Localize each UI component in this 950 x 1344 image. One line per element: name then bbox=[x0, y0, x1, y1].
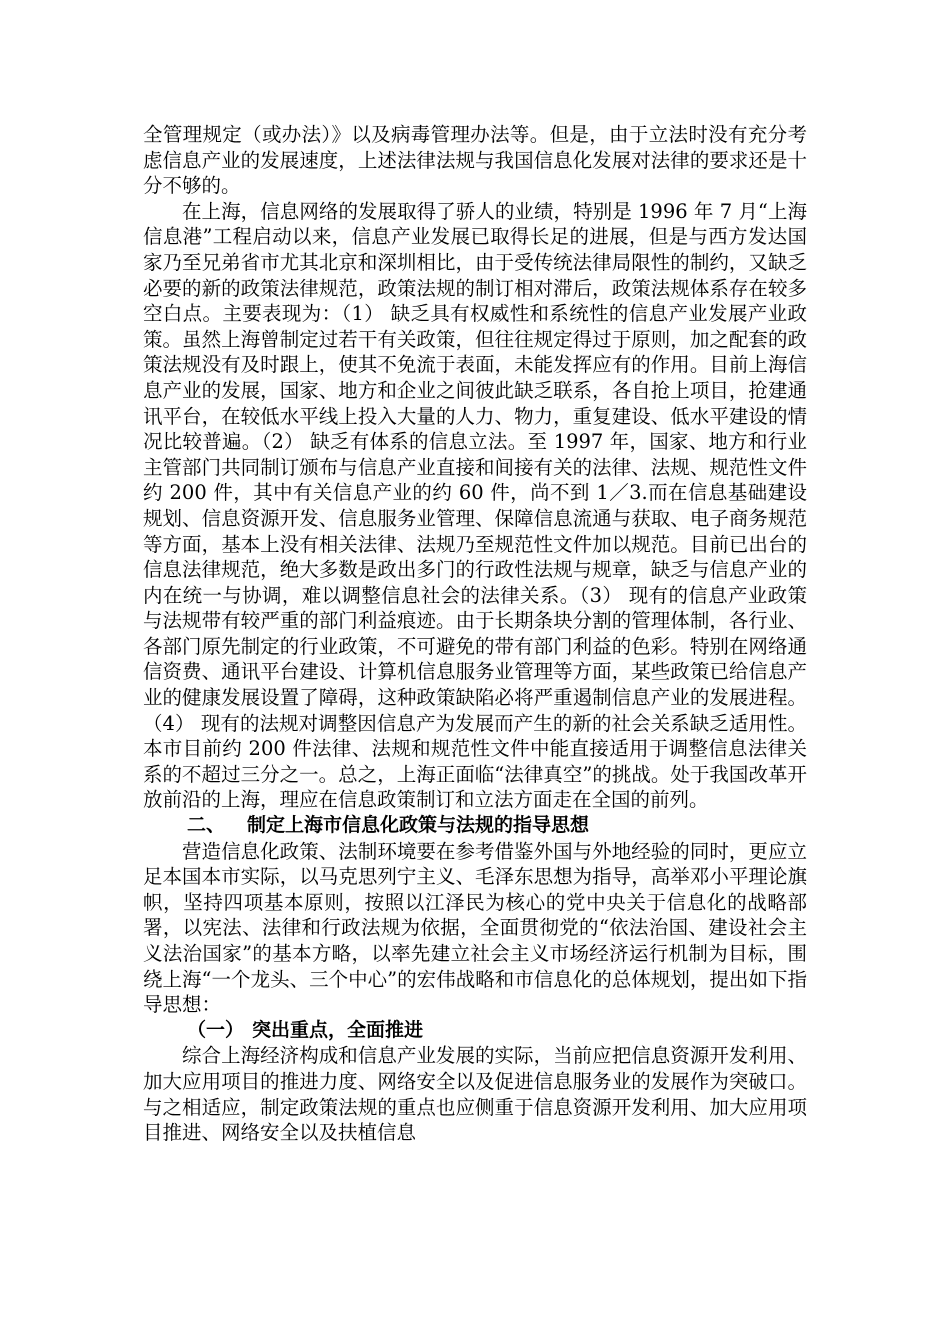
paragraph-continued: 全管理规定（或办法）》以及病毒管理办法等。但是，由于立法时没有充分考虑信息产业的发展速度，上述法律法规与我国信息化发展对法律的要求还是十分不够的。 bbox=[143, 123, 807, 198]
paragraph-shanghai-legal-status: 在上海，信息网络的发展取得了骄人的业绩，特别是 1996 年 7 月“上海信息港”工程启动以来，信息产业发展已取得长足的进展，但是与西方发达国家乃至兄弟省市尤其北京和深圳相比，由于受传统法律局限性的制约，又缺乏必要的新的政策法律规范，政策法规的制订相对滞后，政策法规体系存在较多空白点。主要表现为：（1） 缺乏具有权威性和系统性的信息产业发展产业政策。虽然上海曾制定过若干有关政策，但往往规定得过于原则，加之配套的政策法规没有及时跟上，使其不免流于表面，未能发挥应有的作用。目前上海信息产业的发展，国家、地方和企业之间彼此缺乏联系，各自抢上项目，抢建通讯平台，在较低水平线上投入大量的人力、物力，重复建设、低水平建设的情况比较普遍。（2） 缺乏有体系的信息立法。至 1997 年，国家、地方和行业主管部门共同制订颁布与信息产业直接和间接有关的法律、法规、规范性文件约 200 件，其中有关信息产业的约 60 件，尚不到 1／3.而在信息基础建设规划、信息资源开发、信息服务业管理、保障信息流通与获取、电子商务规范等方面，基本上没有相关法律、法规乃至规范性文件加以规范。目前已出台的信息法律规范，绝大多数是政出多门的行政性法规与规章，缺乏与信息产业的内在统一与协调，难以调整信息社会的法律关系。（3） 现有的信息产业政策与法规带有较严重的部门利益痕迹。由于长期条块分割的管理体制，各行业、各部门原先制定的行业政策，不可避免的带有部门利益的色彩。特别在网络通信资费、通讯平台建设、计算机信息服务业管理等方面，某些政策已给信息产业的健康发展设置了障碍，这种政策缺陷必将严重遏制信息产业的发展进程。（4） 现有的法规对调整因信息产为发展而产生的新的社会关系缺乏适用性。本市目前约 200 件法律、法规和规范性文件中能直接适用于调整信息法律关系的不超过三分之一。总之，上海正面临“法律真空”的挑战。处于我国改革开放前沿的上海，理应在信息政策制订和立法方面走在全国的前列。 bbox=[143, 199, 807, 812]
section-heading bbox=[143, 813, 807, 839]
subsection-heading bbox=[143, 1018, 807, 1044]
document-page bbox=[143, 122, 807, 1146]
section-number: 二、 bbox=[187, 814, 226, 837]
section-title: 制定上海市信息化政策与法规的指导思想 bbox=[247, 814, 590, 837]
subsection-number: （一） bbox=[187, 1018, 245, 1041]
paragraph-key-focus: 综合上海经济构成和信息产业发展的实际，当前应把信息资源开发利用、加大应用项目的推进力度、网络安全以及促进信息服务业的发展作为突破口。与之相适应，制定政策法规的重点也应侧重于信息资源开发利用、加大应用项目推进、网络安全以及扶植信息 bbox=[143, 1044, 807, 1145]
paragraph-guiding-principles: 营造信息化政策、法制环境要在参考借鉴外国与外地经验的同时，更应立足本国本市实际，以马克思列宁主义、毛泽东思想为指导，高举邓小平理论旗帜，坚持四项基本原则，按照以江泽民为核心的党中央关于信息化的战略部署，以宪法、法律和行政法规为依据，全面贯彻党的“依法治国、建设社会主义法治国家”的基本方略，以率先建立社会主义市场经济运行机制为目标，围绕上海“一个龙头、三个中心”的宏伟战略和市信息化的总体规划，提出如下指导思想： bbox=[143, 839, 807, 1017]
subsection-title: 突出重点，全面推进 bbox=[252, 1018, 424, 1041]
